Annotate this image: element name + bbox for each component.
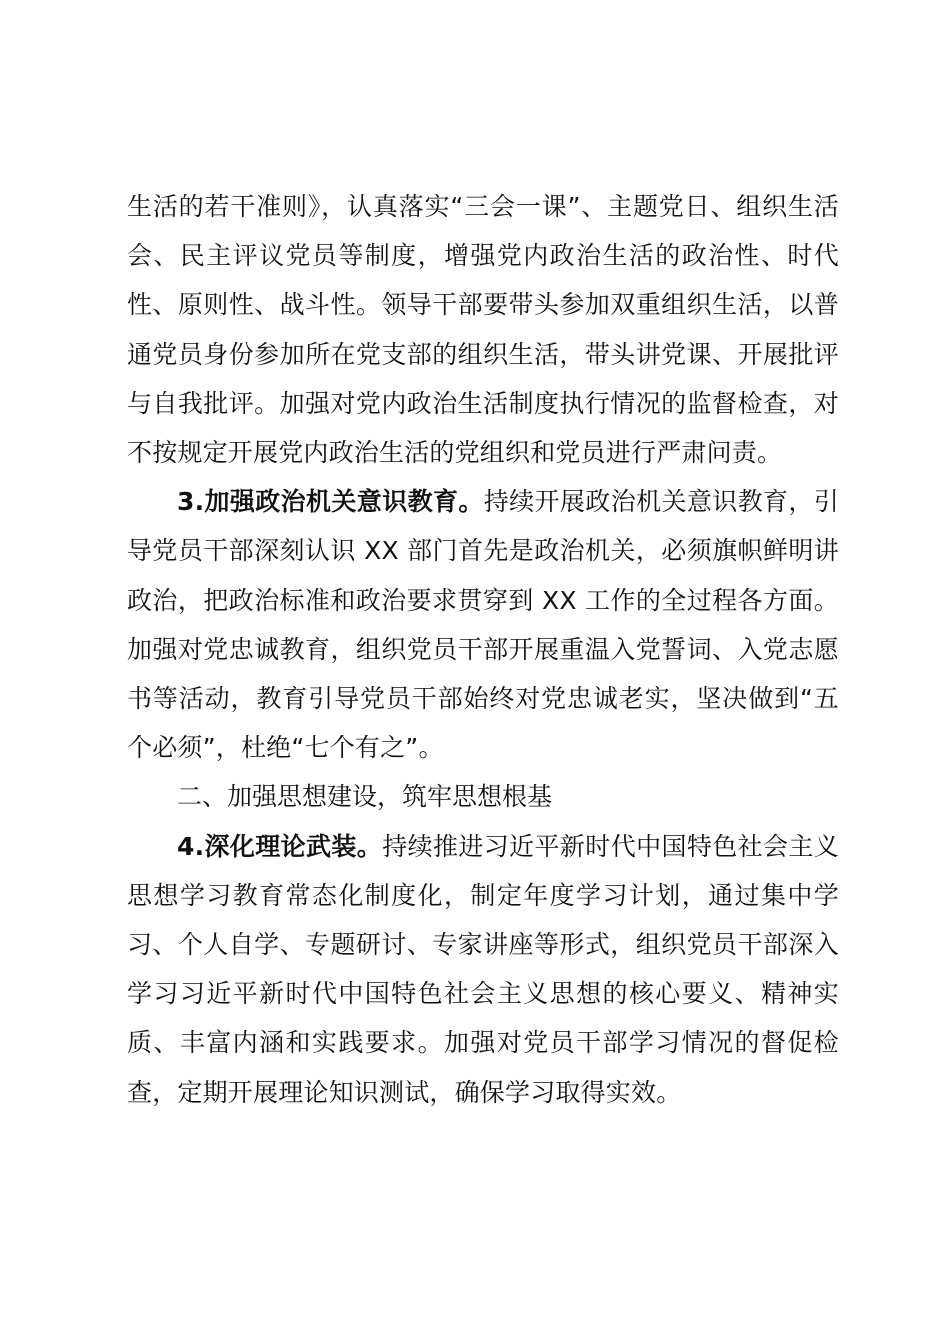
- paragraph-continuation: [127, 182, 839, 477]
- item-4-body: 持续推进习近平新时代中国特色社会主义思想学习教育常态化制度化，制定年度学习计划，通过集中学习、个人自学、专题研讨、专家讲座等形式，组织党员干部深入学习习近平新时代中国特色社会主义思想的核心要义、精神实质、丰富内涵和实践要求。加强对党员干部学习情况的督促检查，定期开展理论知识测试，确保学习取得实效。: [127, 831, 839, 1107]
- section-2-heading: [127, 772, 839, 821]
- item-3-lead: 3.加强政治机关意识教育。: [177, 487, 484, 517]
- document-body: [127, 182, 839, 1117]
- paragraph-text: 生活的若干准则》，认真落实“三会一课”、主题党日、组织生活会、民主评议党员等制度，增强党内政治生活的政治性、时代性、原则性、战斗性。领导干部要带头参加双重组织生活，以普通党员身份参加所在党支部的组织生活，带头讲党课、开展批评与自我批评。加强对党内政治生活制度执行情况的监督检查，对不按规定开展党内政治生活的党组织和党员进行严肃问责。: [127, 192, 839, 468]
- paragraph-item-3: [127, 477, 839, 772]
- section-heading-text: 二、加强思想建设，筑牢思想根基: [177, 782, 553, 812]
- item-4-lead: 4.深化理论武装。: [177, 831, 383, 861]
- item-3-body: 持续开展政治机关意识教育，引导党员干部深刻认识 XX 部门首先是政治机关，必须旗帜鲜明讲政治，把政治标准和政治要求贯穿到 XX 工作的全过程各方面。加强对党忠诚教育，组织党员干部开展重温入党誓词、入党志愿书等活动，教育引导党员干部始终对党忠诚老实，坚决做到“五个必须”，杜绝“七个有之”。: [127, 487, 839, 763]
- paragraph-item-4: [127, 822, 839, 1117]
